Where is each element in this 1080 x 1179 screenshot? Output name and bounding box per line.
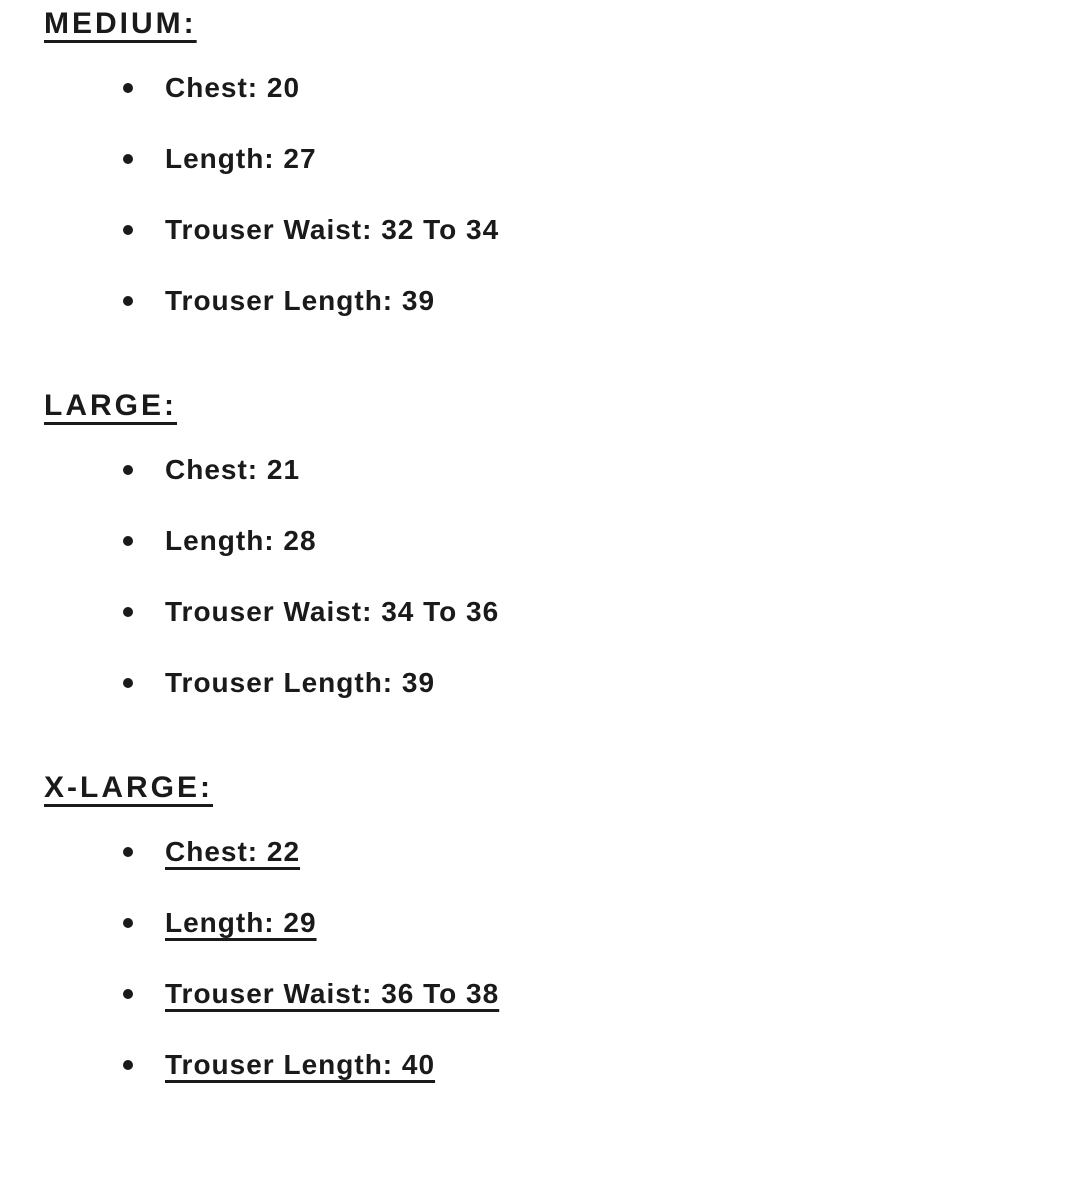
bullet-icon <box>123 465 133 475</box>
spec-item-text: Chest: 20 <box>165 72 301 103</box>
spec-item-text: Chest: 22 <box>165 836 301 867</box>
section-heading-x-large: X-LARGE: <box>44 771 213 804</box>
spec-item-text: Trouser Waist: 36 To 38 <box>165 978 500 1009</box>
bullet-icon <box>123 1060 133 1070</box>
spec-item-length <box>44 906 1040 940</box>
spec-list-medium <box>44 71 1040 318</box>
spec-item-text: Trouser Length: 40 <box>165 1049 436 1080</box>
size-section-medium <box>44 6 1040 318</box>
bullet-icon <box>123 296 133 306</box>
bullet-icon <box>123 225 133 235</box>
spec-item-text: Length: 29 <box>165 907 317 938</box>
spec-item-text: Chest: 21 <box>165 454 301 485</box>
size-section-x-large <box>44 770 1040 1082</box>
spec-item-text: Length: 27 <box>165 143 317 174</box>
bullet-icon <box>123 607 133 617</box>
spec-item-chest <box>44 453 1040 487</box>
spec-item-text: Trouser Length: 39 <box>165 667 436 698</box>
spec-item-trouser-waist <box>44 213 1040 247</box>
spec-list-large <box>44 453 1040 700</box>
bullet-icon <box>123 989 133 999</box>
size-section-large <box>44 388 1040 700</box>
spec-item-trouser-length <box>44 1048 1040 1082</box>
spec-item-chest <box>44 835 1040 869</box>
bullet-icon <box>123 83 133 93</box>
bullet-icon <box>123 536 133 546</box>
spec-item-trouser-length <box>44 284 1040 318</box>
spec-item-length <box>44 142 1040 176</box>
bullet-icon <box>123 154 133 164</box>
spec-item-chest <box>44 71 1040 105</box>
spec-item-trouser-waist <box>44 595 1040 629</box>
spec-item-text: Trouser Waist: 32 To 34 <box>165 214 500 245</box>
spec-item-trouser-waist <box>44 977 1040 1011</box>
bullet-icon <box>123 918 133 928</box>
section-heading-medium: MEDIUM: <box>44 7 197 40</box>
spec-item-text: Trouser Length: 39 <box>165 285 436 316</box>
spec-list-x-large <box>44 835 1040 1082</box>
bullet-icon <box>123 847 133 857</box>
spec-item-trouser-length <box>44 666 1040 700</box>
spec-item-text: Trouser Waist: 34 To 36 <box>165 596 500 627</box>
spec-item-length <box>44 524 1040 558</box>
spec-item-text: Length: 28 <box>165 525 317 556</box>
section-heading-large: LARGE: <box>44 389 177 422</box>
bullet-icon <box>123 678 133 688</box>
